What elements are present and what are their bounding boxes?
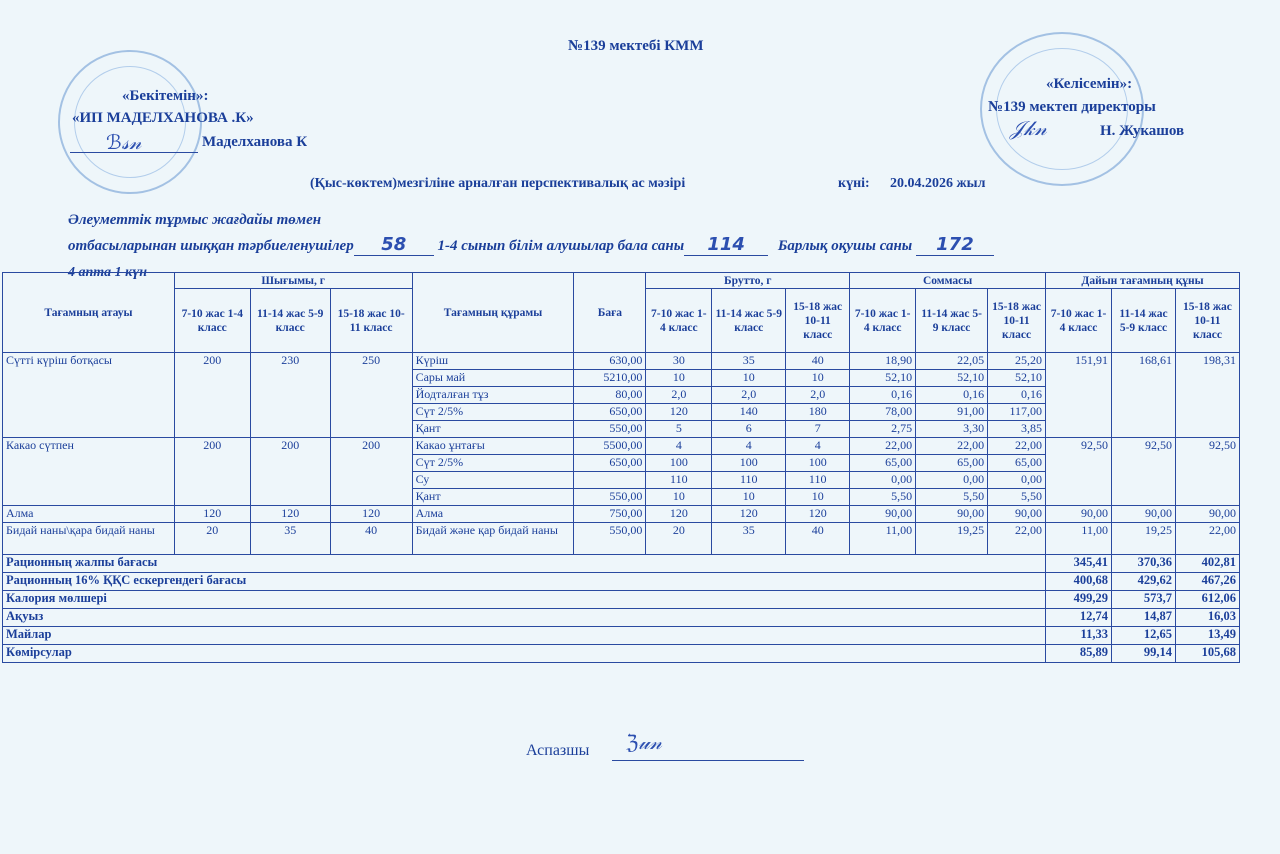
th-sum-age-1: 7-10 жас 1-4 класс bbox=[850, 289, 916, 353]
approve-signature: ℬ𝓈𝓃 bbox=[106, 130, 142, 154]
sum-value: 0,16 bbox=[916, 387, 988, 404]
output-value: 230 bbox=[250, 353, 330, 438]
sum-value: 91,00 bbox=[916, 404, 988, 421]
th-ready: Дайын тағамның құны bbox=[1046, 273, 1240, 289]
primary-count: 114 bbox=[684, 234, 768, 256]
sum-value: 5,50 bbox=[850, 489, 916, 506]
sum-value: 22,00 bbox=[916, 438, 988, 455]
brutto-value: 120 bbox=[646, 404, 712, 421]
social-line-2 bbox=[68, 234, 994, 256]
sum-value: 3,30 bbox=[916, 421, 988, 438]
table-row bbox=[3, 523, 1240, 555]
output-value: 120 bbox=[330, 506, 412, 523]
total-row bbox=[3, 591, 1240, 609]
sum-value: 90,00 bbox=[916, 506, 988, 523]
ingredient-price: 650,00 bbox=[574, 404, 646, 421]
sum-value: 25,20 bbox=[988, 353, 1046, 370]
total-value: 14,87 bbox=[1111, 609, 1175, 627]
ready-cost: 11,00 bbox=[1046, 523, 1112, 555]
sum-value: 90,00 bbox=[988, 506, 1046, 523]
ingredient-price: 550,00 bbox=[574, 523, 646, 555]
brutto-value: 110 bbox=[646, 472, 712, 489]
th-brutto-age-3: 15-18 жас 10-11 класс bbox=[786, 289, 850, 353]
ingredient-name: Сүт 2/5% bbox=[412, 455, 574, 472]
ingredient-name: Бидай және қар бидай наны bbox=[412, 523, 574, 555]
ready-cost: 22,00 bbox=[1175, 523, 1239, 555]
th-brutto: Брутто, г bbox=[646, 273, 850, 289]
output-value: 200 bbox=[174, 438, 250, 506]
ingredient-price: 5500,00 bbox=[574, 438, 646, 455]
brutto-value: 35 bbox=[712, 353, 786, 370]
total-value: 402,81 bbox=[1175, 555, 1239, 573]
total-value: 16,03 bbox=[1175, 609, 1239, 627]
ingredient-price bbox=[574, 472, 646, 489]
sum-value: 22,00 bbox=[988, 438, 1046, 455]
sum-value: 19,25 bbox=[916, 523, 988, 555]
dish-name: Сүтті күріш ботқасы bbox=[3, 353, 175, 438]
th-sum-age-3: 15-18 жас 10-11 класс bbox=[988, 289, 1046, 353]
th-brutto-age-2: 11-14 жас 5-9 класс bbox=[712, 289, 786, 353]
agree-name: Н. Жукашов bbox=[1100, 123, 1185, 139]
sum-value: 65,00 bbox=[916, 455, 988, 472]
ingredient-price: 630,00 bbox=[574, 353, 646, 370]
total-value: 99,14 bbox=[1111, 645, 1175, 663]
output-value: 200 bbox=[174, 353, 250, 438]
sum-value: 3,85 bbox=[988, 421, 1046, 438]
total-value: 499,29 bbox=[1046, 591, 1112, 609]
approve-name: Маделханова К bbox=[202, 134, 308, 150]
output-value: 40 bbox=[330, 523, 412, 555]
total-label: Көмірсулар bbox=[3, 645, 1046, 663]
ingredient-price: 650,00 bbox=[574, 455, 646, 472]
brutto-value: 120 bbox=[786, 506, 850, 523]
brutto-value: 2,0 bbox=[646, 387, 712, 404]
agree-signature: 𝒥𝓀𝓃 bbox=[1010, 116, 1047, 140]
sum-value: 52,10 bbox=[916, 370, 988, 387]
dish-name: Какао сүтпен bbox=[3, 438, 175, 506]
output-value: 200 bbox=[330, 438, 412, 506]
total-value: 12,65 bbox=[1111, 627, 1175, 645]
approve-label: «Бекітемін»: bbox=[122, 88, 209, 104]
ingredient-price: 550,00 bbox=[574, 421, 646, 438]
menu-table bbox=[2, 272, 1240, 663]
sum-value: 65,00 bbox=[850, 455, 916, 472]
total-label: Рационның жалпы бағасы bbox=[3, 555, 1046, 573]
brutto-value: 40 bbox=[786, 353, 850, 370]
total-count: 172 bbox=[916, 234, 994, 256]
sum-value: 11,00 bbox=[850, 523, 916, 555]
social-label: отбасыларынан шыққан тәрбиеленушілер bbox=[68, 238, 354, 254]
ready-cost: 198,31 bbox=[1175, 353, 1239, 438]
sum-value: 22,05 bbox=[916, 353, 988, 370]
total-row bbox=[3, 555, 1240, 573]
total-value: 85,89 bbox=[1046, 645, 1112, 663]
approve-org: «ИП МАДЕЛХАНОВА .К» bbox=[72, 110, 254, 126]
menu-title: (Қыс-көктем)мезгіліне арналған перспективалық ас мәзірі bbox=[310, 176, 686, 191]
dish-name: Алма bbox=[3, 506, 175, 523]
brutto-value: 5 bbox=[646, 421, 712, 438]
sum-value: 18,90 bbox=[850, 353, 916, 370]
total-value: 345,41 bbox=[1046, 555, 1112, 573]
total-row bbox=[3, 645, 1240, 663]
total-value: 467,26 bbox=[1175, 573, 1239, 591]
total-label: Барлық оқушы саны bbox=[777, 238, 913, 254]
total-value: 11,33 bbox=[1046, 627, 1112, 645]
ingredient-name: Сары май bbox=[412, 370, 574, 387]
total-row bbox=[3, 573, 1240, 591]
sum-value: 22,00 bbox=[988, 523, 1046, 555]
sum-value: 0,00 bbox=[850, 472, 916, 489]
brutto-value: 10 bbox=[712, 489, 786, 506]
brutto-value: 10 bbox=[646, 489, 712, 506]
sum-value: 2,75 bbox=[850, 421, 916, 438]
sum-value: 90,00 bbox=[850, 506, 916, 523]
ingredient-price: 5210,00 bbox=[574, 370, 646, 387]
sum-value: 5,50 bbox=[916, 489, 988, 506]
brutto-value: 20 bbox=[646, 523, 712, 555]
th-output-age-2: 11-14 жас 5-9 класс bbox=[250, 289, 330, 353]
date-label: күні: bbox=[838, 176, 870, 191]
ingredient-price: 750,00 bbox=[574, 506, 646, 523]
th-composition: Тағамның құрамы bbox=[412, 273, 574, 353]
ingredient-name: Қант bbox=[412, 489, 574, 506]
ready-cost: 168,61 bbox=[1111, 353, 1175, 438]
table-row bbox=[3, 438, 1240, 455]
th-output: Шығымы, г bbox=[174, 273, 412, 289]
ingredient-name: Күріш bbox=[412, 353, 574, 370]
th-ready-age-3: 15-18 жас 10-11 класс bbox=[1175, 289, 1239, 353]
brutto-value: 4 bbox=[646, 438, 712, 455]
ready-cost: 92,50 bbox=[1175, 438, 1239, 506]
agree-position: №139 мектеп директоры bbox=[988, 99, 1156, 115]
ready-cost: 90,00 bbox=[1175, 506, 1239, 523]
ingredient-name: Йодталған тұз bbox=[412, 387, 574, 404]
ready-cost: 90,00 bbox=[1046, 506, 1112, 523]
th-ready-age-2: 11-14 жас 5-9 класс bbox=[1111, 289, 1175, 353]
social-count: 58 bbox=[354, 234, 434, 256]
date-value: 20.04.2026 жыл bbox=[890, 176, 986, 191]
total-row bbox=[3, 609, 1240, 627]
ingredient-name: Сүт 2/5% bbox=[412, 404, 574, 421]
th-output-age-1: 7-10 жас 1-4 класс bbox=[174, 289, 250, 353]
brutto-value: 6 bbox=[712, 421, 786, 438]
brutto-value: 2,0 bbox=[712, 387, 786, 404]
total-label: Майлар bbox=[3, 627, 1046, 645]
brutto-value: 120 bbox=[712, 506, 786, 523]
brutto-value: 140 bbox=[712, 404, 786, 421]
sum-value: 65,00 bbox=[988, 455, 1046, 472]
output-value: 200 bbox=[250, 438, 330, 506]
th-sum-age-2: 11-14 жас 5-9 класс bbox=[916, 289, 988, 353]
brutto-value: 4 bbox=[786, 438, 850, 455]
social-line-1: Әлеуметтік тұрмыс жағдайы төмен bbox=[68, 212, 322, 228]
ingredient-name: Су bbox=[412, 472, 574, 489]
ready-cost: 92,50 bbox=[1111, 438, 1175, 506]
week-day: 4 апта 1 күн bbox=[68, 265, 148, 280]
th-brutto-age-1: 7-10 жас 1-4 класс bbox=[646, 289, 712, 353]
total-label: Калория мөлшері bbox=[3, 591, 1046, 609]
ready-cost: 19,25 bbox=[1111, 523, 1175, 555]
output-value: 120 bbox=[174, 506, 250, 523]
ingredient-price: 80,00 bbox=[574, 387, 646, 404]
ingredient-price: 550,00 bbox=[574, 489, 646, 506]
brutto-value: 120 bbox=[646, 506, 712, 523]
output-value: 120 bbox=[250, 506, 330, 523]
ready-cost: 151,91 bbox=[1046, 353, 1112, 438]
th-sum: Соммасы bbox=[850, 273, 1046, 289]
total-value: 12,74 bbox=[1046, 609, 1112, 627]
sum-value: 117,00 bbox=[988, 404, 1046, 421]
ingredient-name: Какао ұнтағы bbox=[412, 438, 574, 455]
output-value: 250 bbox=[330, 353, 412, 438]
sum-value: 0,16 bbox=[850, 387, 916, 404]
school-title: №139 мектебі КММ bbox=[568, 38, 704, 54]
total-value: 400,68 bbox=[1046, 573, 1112, 591]
th-price: Баға bbox=[574, 273, 646, 353]
cook-label: Аспазшы bbox=[526, 742, 590, 759]
brutto-value: 100 bbox=[786, 455, 850, 472]
total-value: 429,62 bbox=[1111, 573, 1175, 591]
total-value: 13,49 bbox=[1175, 627, 1239, 645]
brutto-value: 110 bbox=[712, 472, 786, 489]
ready-cost: 92,50 bbox=[1046, 438, 1112, 506]
table-row bbox=[3, 506, 1240, 523]
th-ready-age-1: 7-10 жас 1-4 класс bbox=[1046, 289, 1112, 353]
brutto-value: 2,0 bbox=[786, 387, 850, 404]
brutto-value: 10 bbox=[646, 370, 712, 387]
brutto-value: 30 bbox=[646, 353, 712, 370]
total-label: Ақуыз bbox=[3, 609, 1046, 627]
brutto-value: 10 bbox=[712, 370, 786, 387]
brutto-value: 100 bbox=[712, 455, 786, 472]
total-row bbox=[3, 627, 1240, 645]
total-value: 612,06 bbox=[1175, 591, 1239, 609]
brutto-value: 100 bbox=[646, 455, 712, 472]
agree-label: «Келісемін»: bbox=[1046, 76, 1133, 92]
table-row bbox=[3, 353, 1240, 370]
output-value: 20 bbox=[174, 523, 250, 555]
ready-cost: 90,00 bbox=[1111, 506, 1175, 523]
ingredient-name: Қант bbox=[412, 421, 574, 438]
sum-value: 78,00 bbox=[850, 404, 916, 421]
th-name: Тағамның атауы bbox=[3, 273, 175, 353]
sum-value: 52,10 bbox=[988, 370, 1046, 387]
brutto-value: 180 bbox=[786, 404, 850, 421]
brutto-value: 10 bbox=[786, 370, 850, 387]
total-value: 370,36 bbox=[1111, 555, 1175, 573]
brutto-value: 7 bbox=[786, 421, 850, 438]
total-value: 573,7 bbox=[1111, 591, 1175, 609]
brutto-value: 10 bbox=[786, 489, 850, 506]
cook-sign-line bbox=[612, 760, 804, 761]
brutto-value: 110 bbox=[786, 472, 850, 489]
sum-value: 52,10 bbox=[850, 370, 916, 387]
total-value: 105,68 bbox=[1175, 645, 1239, 663]
sum-value: 0,00 bbox=[916, 472, 988, 489]
th-output-age-3: 15-18 жас 10-11 класс bbox=[330, 289, 412, 353]
dish-name: Бидай наны\қара бидай наны bbox=[3, 523, 175, 555]
sum-value: 22,00 bbox=[850, 438, 916, 455]
cook-signature: ℨ𝓊𝓃 bbox=[626, 730, 662, 754]
primary-label: 1-4 сынып білім алушылар бала саны bbox=[437, 238, 685, 254]
sum-value: 0,16 bbox=[988, 387, 1046, 404]
sum-value: 0,00 bbox=[988, 472, 1046, 489]
brutto-value: 40 bbox=[786, 523, 850, 555]
output-value: 35 bbox=[250, 523, 330, 555]
sum-value: 5,50 bbox=[988, 489, 1046, 506]
brutto-value: 4 bbox=[712, 438, 786, 455]
brutto-value: 35 bbox=[712, 523, 786, 555]
ingredient-name: Алма bbox=[412, 506, 574, 523]
total-label: Рационның 16% ҚҚС ескергендегі бағасы bbox=[3, 573, 1046, 591]
